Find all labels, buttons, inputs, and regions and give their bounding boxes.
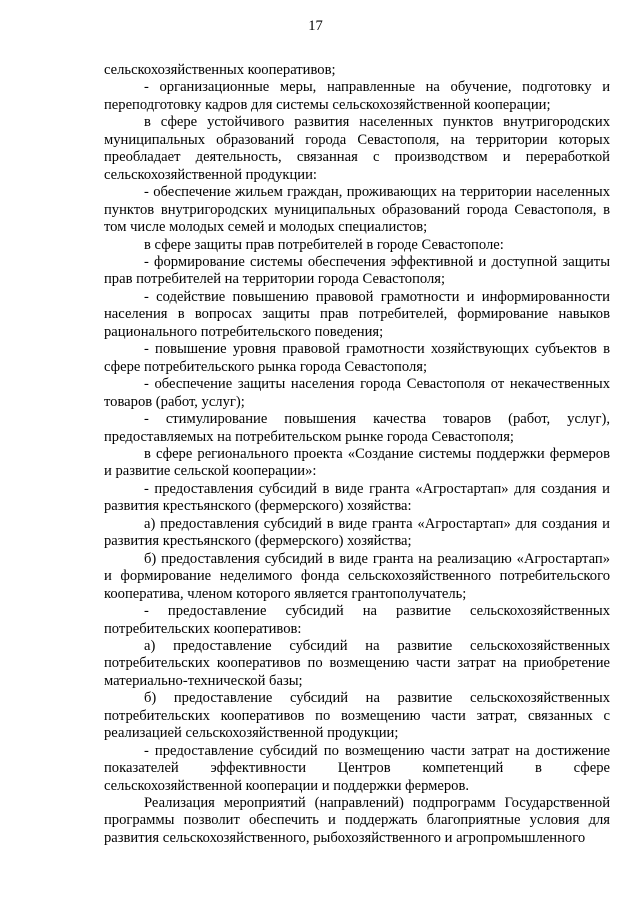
paragraph: Реализация мероприятий (направлений) подпрограмм Государственной программы позволит обеспечить и поддержать благоприятные условия для развития сельскохозяйственного, рыбохозяйственного и агропромышленного xyxy=(104,795,610,846)
paragraph: б) предоставление субсидий на развитие сельскохозяйственных потребительских кооперативов по возмещению части затрат, связанных с реализацией сельскохозяйственной продукции; xyxy=(104,690,610,742)
paragraph: сельскохозяйственных кооперативов; xyxy=(104,62,336,78)
paragraph: - содействие повышению правовой грамотности и информированности населения в вопросах защиты прав потребителей, формирование навыков рационального потребительского поведения; xyxy=(104,288,610,340)
paragraph: а) предоставление субсидий на развитие сельскохозяйственных потребительских кооперативов по возмещению части затрат на приобретение материально-технической базы; xyxy=(104,637,610,689)
paragraph: - предоставление субсидий на развитие сельскохозяйственных потребительских кооперативов: xyxy=(104,603,610,637)
paragraph: в сфере устойчивого развития населенных пунктов внутригородских муниципальных образований города Севастополя, на территории которых преобладает деятельность, связанная с производством и переработкой сельскохозяйственной продукции: xyxy=(104,114,610,183)
paragraph: в сфере регионального проекта «Создание системы поддержки фермеров и развитие сельской кооперации»: xyxy=(104,445,610,480)
paragraph: - формирование системы обеспечения эффективной и доступной защиты прав потребителей на территории города Севастополя; xyxy=(104,253,610,288)
paragraph: б) предоставления субсидий в виде гранта на реализацию «Агростартап» и формирование неделимого фонда сельскохозяйственного потребительского кооператива, членом которого является грантополучатель; xyxy=(104,550,610,602)
paragraph: а) предоставления субсидий в виде гранта «Агростартап» для создания и развития крестьянского (фермерского) хозяйства; xyxy=(104,515,610,550)
paragraph: - повышение уровня правовой грамотности хозяйствующих субъектов в сфере потребительского рынка города Севастополя; xyxy=(104,341,610,375)
paragraph: - предоставления субсидий в виде гранта «Агростартап» для создания и развития крестьянского (фермерского) хозяйства: xyxy=(104,480,610,515)
page-number: 17 xyxy=(308,18,323,34)
paragraph: - обеспечение жильем граждан, проживающих на территории населенных пунктов внутригородских муниципальных образований города Севастополя, в том числе молодых семей и молодых специалистов; xyxy=(104,184,610,236)
paragraph: в сфере защиты прав потребителей в городе Севастополе: xyxy=(144,236,504,253)
paragraph: - обеспечение защиты населения города Севастополя от некачественных товаров (работ, услуг); xyxy=(104,376,610,410)
paragraph: - стимулирование повышения качества товаров (работ, услуг), предоставляемых на потребительском рынке города Севастополя; xyxy=(104,411,610,445)
paragraph: - предоставление субсидий по возмещению части затрат на достижение показателей эффективности Центров компетенций в сфере сельскохозяйственной кооперации и поддержки фермеров. xyxy=(104,742,610,794)
paragraph: - организационные меры, направленные на обучение, подготовку и переподготовку кадров для системы сельскохозяйственной кооперации; xyxy=(104,79,610,113)
body-text xyxy=(104,62,610,847)
